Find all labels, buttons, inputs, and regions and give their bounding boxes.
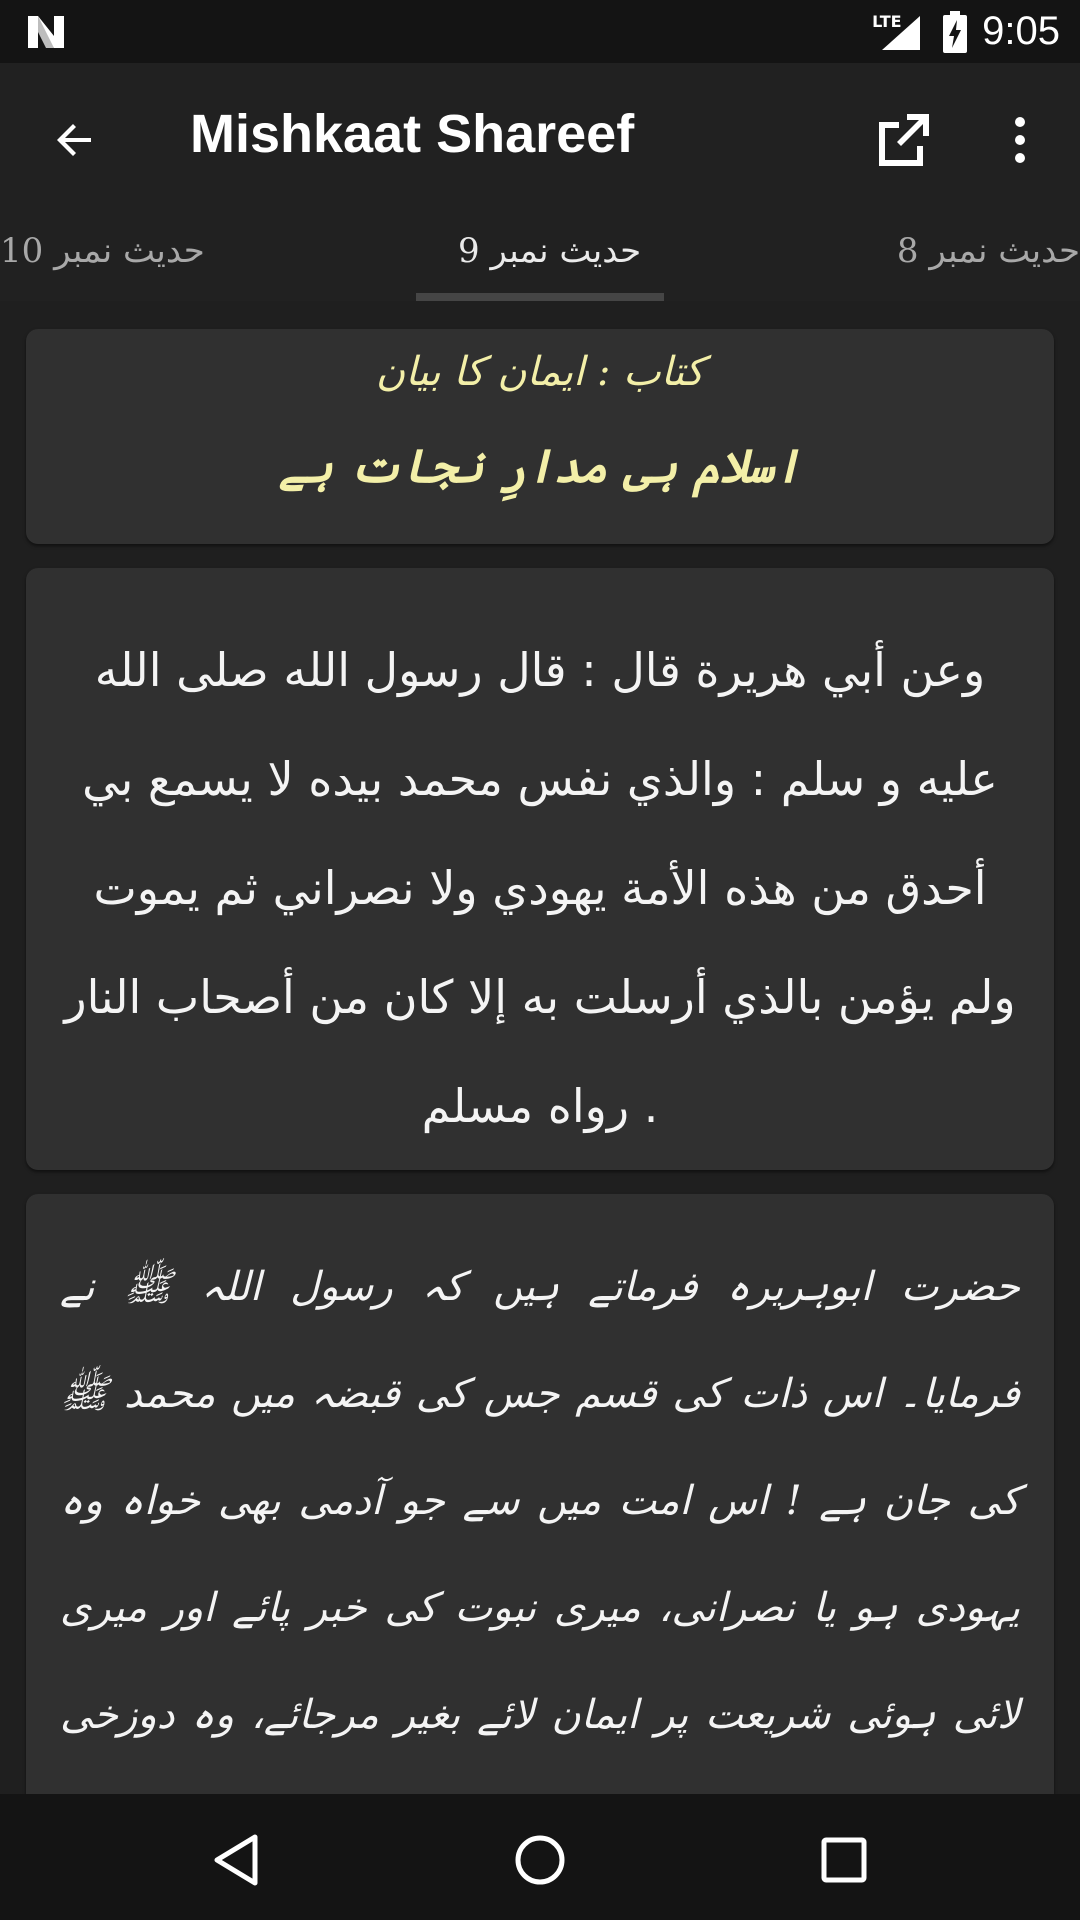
more-vert-icon <box>1012 116 1028 164</box>
tab-indicator <box>416 293 664 301</box>
urdu-translation-text: حضرت ابوہریرہ فرماتے ہیں کہ رسول اللہ ﷺ نے فرمایا۔ اس ذات کی قسم جس کی قبضہ میں محمد ﷺ کی جان ہے ! اس امت میں سے جو آدمی بھی خواہ وہ یہودی ہو یا نصرانی، میری نبوت کی خبر پائے اور میری لائی ہوئی شریعت پر ایمان لائے بغیر مرجائے، وہ دوزخی <box>60 1264 1020 1738</box>
arabic-text-card <box>26 568 1054 1170</box>
chapter-kitab: کتاب : ایمان کا بیان <box>375 349 705 395</box>
hadith-tabs <box>0 213 1080 301</box>
nav-back-icon <box>211 1833 261 1887</box>
urdu-translation-card <box>26 1194 1054 1814</box>
navigation-bar <box>0 1794 1080 1920</box>
battery-charging-icon <box>942 11 968 53</box>
arabic-hadith-text: وعن أبي هريرة قال : قال رسول الله صلى الله عليه و سلم : والذي نفس محمد بيده لا يسمع بي أحدق من هذه الأمة يهودي ولا نصراني ثم يموت ولم يؤمن بالذي أرسلت به إلا كان من أصحاب النار . رواه مسلم <box>64 643 1016 1133</box>
nav-back-button[interactable] <box>196 1820 276 1900</box>
nav-home-button[interactable] <box>500 1820 580 1900</box>
app-bar <box>0 63 1080 213</box>
back-arrow-icon <box>51 116 99 164</box>
more-options-button[interactable] <box>990 105 1050 175</box>
signal-icon <box>872 10 928 54</box>
tab-hadith-9[interactable]: حدیث نمبر 9 <box>458 231 642 271</box>
chapter-heading: اسلام ہی مدارِ نجات ہے <box>278 439 802 493</box>
back-button[interactable] <box>40 105 110 175</box>
hadith-content[interactable] <box>0 301 1080 1794</box>
chapter-card <box>26 329 1054 544</box>
network-label: LTE <box>872 11 902 31</box>
share-external-icon <box>873 112 933 168</box>
share-button[interactable] <box>868 105 938 175</box>
status-bar <box>0 0 1080 63</box>
page-title: Mishkaat Shareef <box>190 104 635 164</box>
clock: 9:05 <box>982 9 1060 53</box>
tab-hadith-8[interactable]: حدیث نمبر 8 <box>896 231 1080 271</box>
nav-recents-button[interactable] <box>804 1820 884 1900</box>
nav-recents-icon <box>821 1837 867 1883</box>
n-logo-icon <box>24 10 68 54</box>
tab-hadith-10[interactable]: حدیث نمبر 10 <box>0 231 205 271</box>
nav-home-icon <box>514 1834 566 1886</box>
